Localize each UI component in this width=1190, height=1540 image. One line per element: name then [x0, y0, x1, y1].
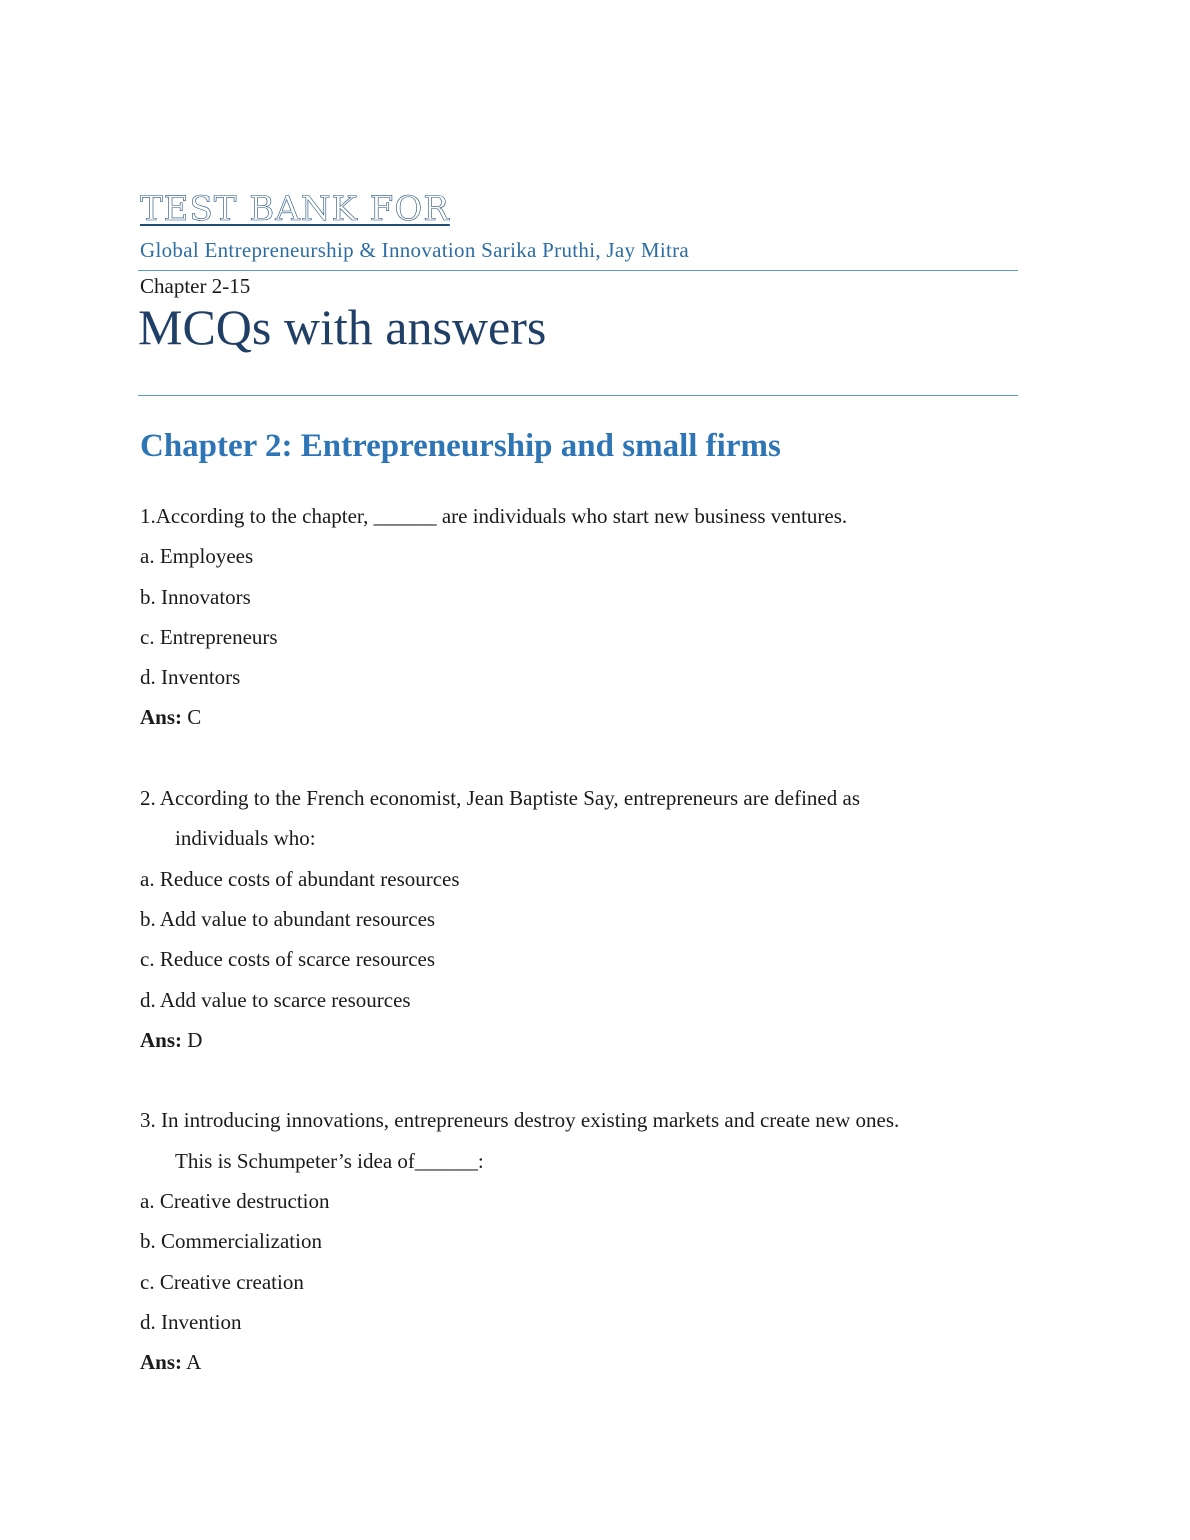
answer-line	[140, 697, 1020, 737]
question-stem-continued: This is Schumpeter’s idea of______:	[175, 1148, 484, 1173]
question-stem: 3. In introducing innovations, entrepreneurs destroy existing markets and create new ones.	[140, 1108, 900, 1133]
option-b: b. Innovators	[140, 584, 251, 609]
answer-value: A	[182, 1350, 202, 1375]
answer-label: Ans:	[140, 705, 183, 730]
option-b: b. Add value to abundant resources	[140, 906, 436, 931]
option-d: d. Inventors	[140, 665, 241, 690]
answer-value: C	[182, 705, 202, 730]
option-d: d. Invention	[140, 1309, 242, 1334]
page-title: MCQs with answers	[138, 299, 547, 355]
answer-label: Ans:	[140, 1350, 183, 1375]
divider-top	[138, 270, 1018, 271]
spacer	[140, 1060, 1020, 1100]
question-stem: 2. According to the French economist, Jean Baptiste Say, entrepreneurs are defined as	[140, 786, 860, 811]
chapter-range: Chapter 2-15	[140, 274, 251, 298]
answer-line	[140, 1342, 1020, 1382]
answer-value: D	[182, 1027, 203, 1052]
book-subtitle: Global Entrepreneurship & Innovation Sarika Pruthi, Jay Mitra	[140, 238, 690, 262]
answer-label: Ans:	[140, 1027, 183, 1052]
doc-label: TEST BANK FOR	[140, 189, 450, 229]
question-stem: 1.According to the chapter, ______ are individuals who start new business ventures.	[140, 504, 848, 528]
option-a: a. Creative destruction	[140, 1189, 330, 1214]
option-c: c. Reduce costs of scarce resources	[140, 947, 436, 972]
question-list	[140, 496, 1020, 1383]
question-stem-continued: individuals who:	[175, 826, 316, 851]
divider-bottom	[138, 395, 1018, 396]
spacer	[140, 738, 1020, 778]
question-2	[140, 778, 1020, 1060]
option-a: a. Reduce costs of abundant resources	[140, 866, 460, 891]
option-b: b. Commercialization	[140, 1229, 322, 1254]
question-3	[140, 1100, 1020, 1382]
option-d: d. Add value to scarce resources	[140, 987, 411, 1012]
option-c: c. Creative creation	[140, 1269, 304, 1294]
option-c: c. Entrepreneurs	[140, 624, 278, 649]
option-a: a. Employees	[140, 544, 254, 569]
answer-line	[140, 1020, 1020, 1060]
chapter-heading: Chapter 2: Entrepreneurship and small firms	[140, 428, 781, 464]
question-1	[140, 496, 1020, 738]
